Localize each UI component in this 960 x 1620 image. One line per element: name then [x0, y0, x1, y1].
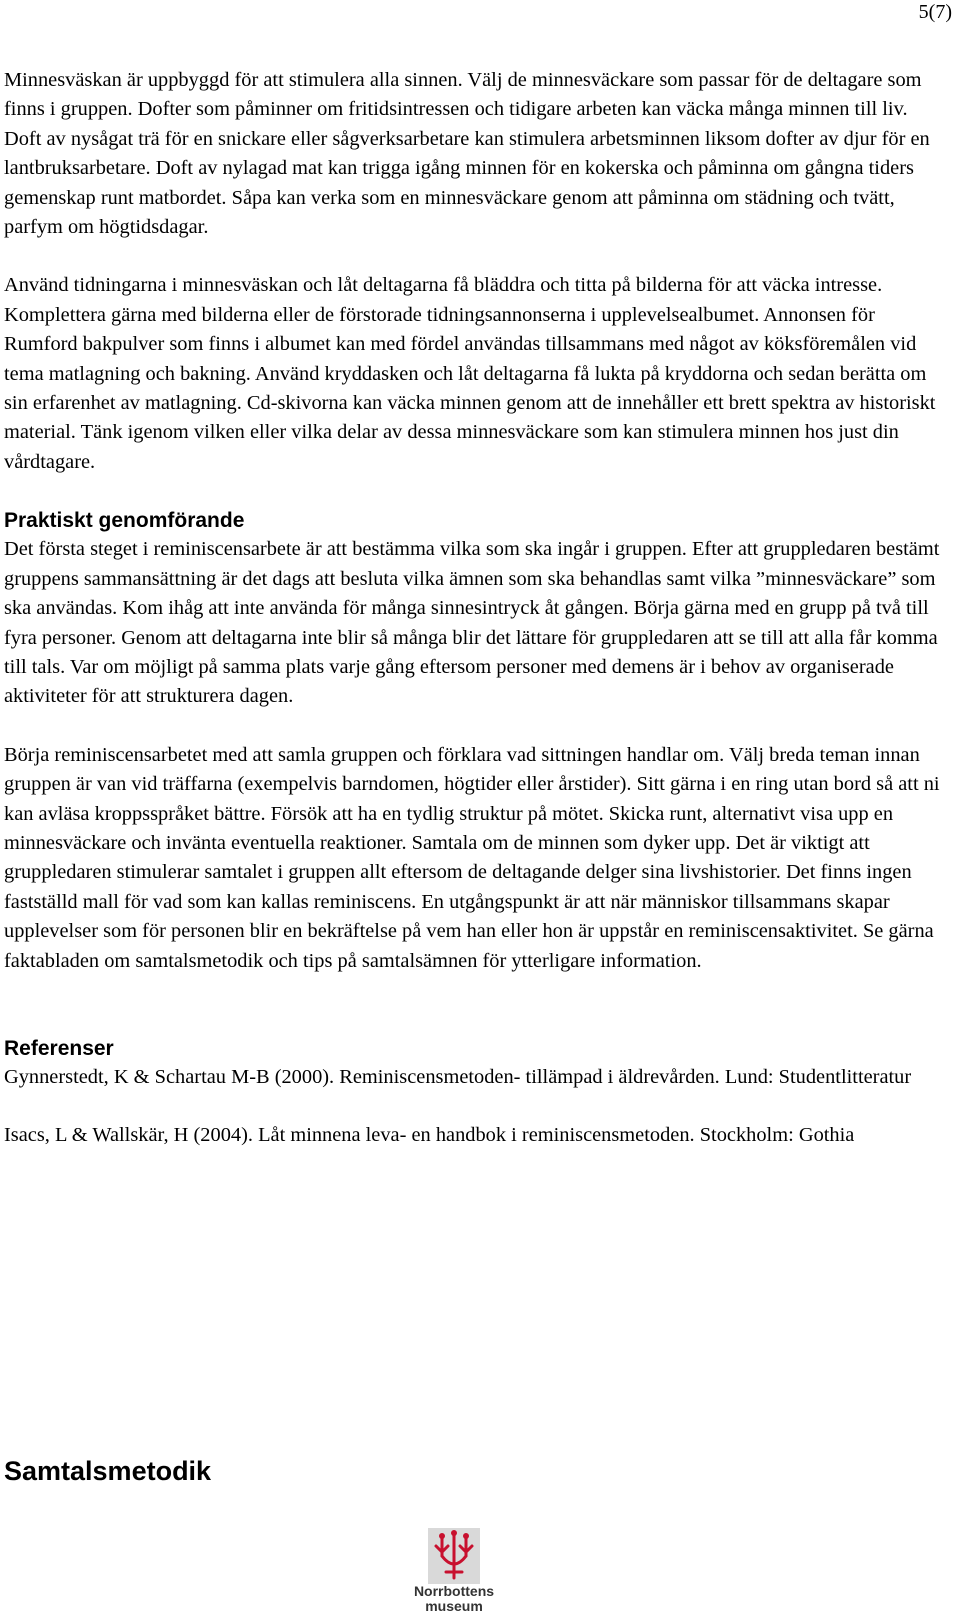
- section-heading-praktiskt: Praktiskt genomförande: [4, 509, 245, 533]
- logo-text-line2: museum: [425, 1598, 483, 1614]
- heading-samtalsmetodik: Samtalsmetodik: [4, 1456, 212, 1486]
- reference-item: Gynnerstedt, K & Schartau M-B (2000). Reminiscensmetoden- tillämpad i äldrevården. Lund: Studentlitteratur: [4, 1065, 912, 1088]
- norrbottens-museum-logo: [404, 1528, 504, 1620]
- paragraph-intro-1: Minnesväskan är uppbyggd för att stimulera alla sinnen. Välj de minnesväckare som passar för de deltagare som finns i gruppen. Dofter som påminner om fritidsintressen och tidigare arbeten kan väcka många minnen till liv. Doft av nysågat trä för en snickare eller sågverksarbetare kan stimulera arbetsminnen liksom dofter av djur för en lantbruksarbetare. Doft av nylagad mat kan trigga igång minnen för en kokerska och påminna om gångna tiders gemenskap runt matbordet. Såpa kan verka som en minnesväckare genom att påminna om städning och tvätt, parfym om högtidsdagar.: [4, 69, 930, 239]
- museum-emblem-icon: [428, 1528, 480, 1584]
- section-heading-referenser: Referenser: [4, 1036, 114, 1060]
- document-body: [4, 66, 944, 1151]
- reference-item: Isacs, L & Wallskär, H (2004). Låt minnena leva- en handbok i reminiscensmetoden. Stockholm: Gothia: [4, 1124, 855, 1147]
- paragraph-praktiskt-1: Det första steget i reminiscensarbete är att bestämma vilka som ska ingår i gruppen. Efter att gruppledaren bestämt gruppens sammansättning är det dags att besluta vilka ämnen som ska behandlas samt vilka ”minnesväckare” som ska användas. Kom ihåg att inte använda för många sinnesintryck åt gången. Börja gärna med en grupp på två till fyra personer. Genom att deltagarna inte blir så många blir det lättare för gruppledaren att se till att alla får komma till tals. Var om möjligt på samma plats varje gång eftersom personer med demens är i behov av organiserade aktiviteter för att strukturera dagen.: [4, 538, 940, 708]
- logo-text-line1: Norrbottens: [413, 1583, 495, 1599]
- paragraph-intro-2: Använd tidningarna i minnesväskan och låt deltagarna få bläddra och titta på bilderna för att väcka intresse. Komplettera gärna med bilderna eller de förstorade tidningsannonserna i upplevelsealbumet. Annonsen för Rumford bakpulver som finns i albumet kan med fördel användas tillsammans med något av köksföremålen vid tema matlagning och bakning. Använd kryddasken och låt deltagarna få lukta på kryddorna och sedan berätta om sin erfarenhet av matlagning. Cd-skivorna kan väcka minnen genom att de innehåller ett brett spektra av historiskt material. Tänk igenom vilken eller vilka delar av dessa minnesväckare som kan stimulera minnen hos just din vårdtagare.: [4, 274, 936, 473]
- page-number: 5(7): [918, 1, 952, 23]
- paragraph-praktiskt-2: Börja reminiscensarbetet med att samla gruppen och förklara vad sittningen handlar om. Välj breda teman innan gruppen är van vid träffarna (exempelvis barndomen, högtider eller årstider). Sitt gärna i en ring utan bord så att ni kan avläsa kroppsspråket bättre. Försök att ha en tydlig struktur på mötet. Skicka runt, alternativt visa upp en minnesväckare och invänta eventuella reaktioner. Samtala om de minnen som dyker upp. Det är viktigt att gruppledaren stimulerar samtalet i gruppen allt eftersom de deltagande delger sina livshistorier. Det finns ingen fastställd mall för vad som kan kallas reminiscens. En utgångspunkt är att när människor tillsammans skapar upplevelser som för personen blir en bekräftelse på vem han eller hon är uppstår en reminiscensaktivitet. Se gärna faktabladen om samtalsmetodik och tips på samtalsämnen för ytterligare information.: [4, 743, 940, 972]
